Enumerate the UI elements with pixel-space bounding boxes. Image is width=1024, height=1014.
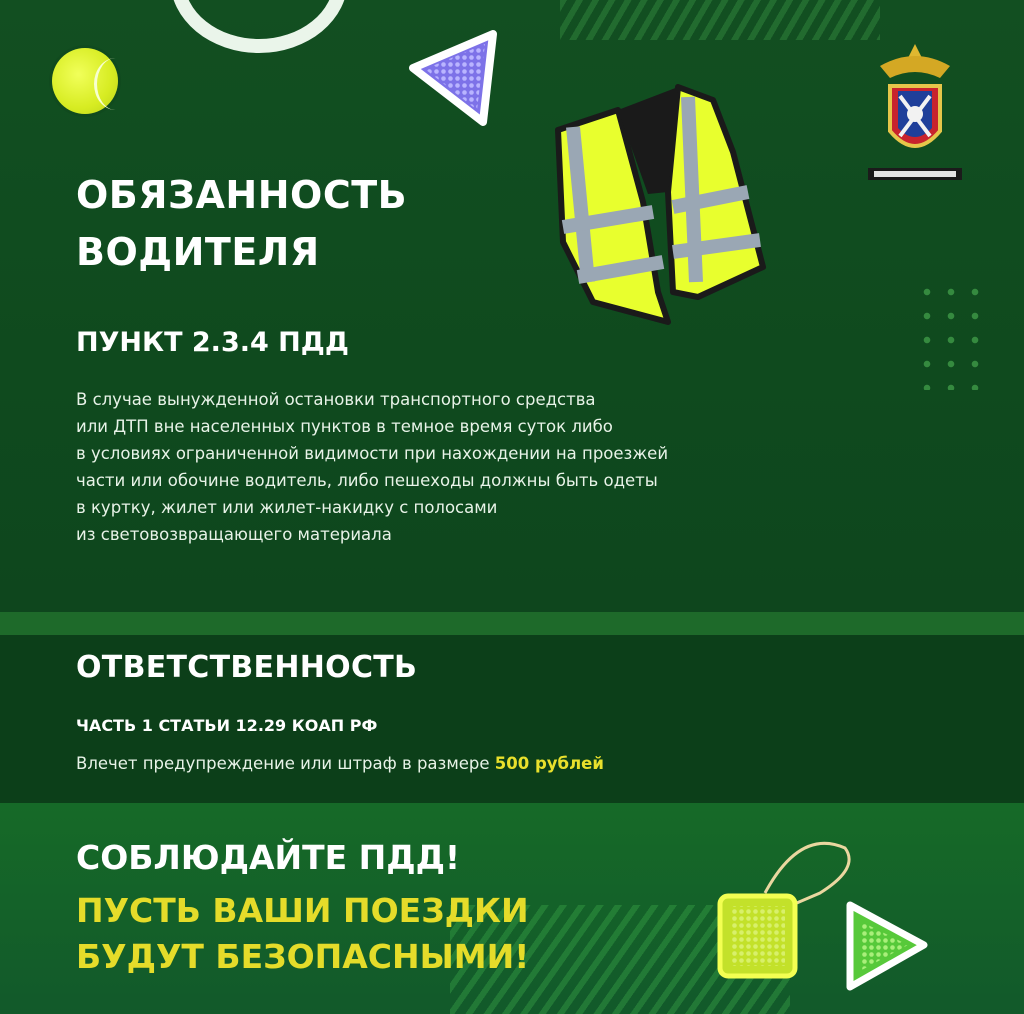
responsibility-heading: ОТВЕТСТВЕННОСТЬ <box>76 650 418 685</box>
cta-heading: СОБЛЮДАЙТЕ ПДД! <box>76 838 461 877</box>
cta-wish <box>76 888 529 980</box>
police-emblem-icon <box>860 36 970 196</box>
title-line-1: ОБЯЗАННОСТЬ <box>76 173 408 217</box>
article-reference: ЧАСТЬ 1 СТАТЬИ 12.29 КОАП РФ <box>76 716 378 735</box>
rule-text-line: из световозвращающего материала <box>76 525 392 544</box>
cta-wish-line-1: ПУСТЬ ВАШИ ПОЕЗДКИ <box>76 891 529 930</box>
decor-dot-grid <box>915 280 985 390</box>
rule-text-line: или ДТП вне населенных пунктов в темное время суток либо <box>76 417 613 436</box>
tennis-ball-icon <box>52 48 118 114</box>
rule-heading: ПУНКТ 2.3.4 ПДД <box>76 327 349 358</box>
decor-stripes-top <box>560 0 880 40</box>
reflector-triangle-icon <box>405 26 505 130</box>
rule-text-line: В случае вынужденной остановки транспортного средства <box>76 390 596 409</box>
title-line-2: ВОДИТЕЛЯ <box>76 230 320 274</box>
cta-wish-line-2: БУДУТ БЕЗОПАСНЫМИ! <box>76 937 530 976</box>
rule-text-line: в условиях ограниченной видимости при нахождении на проезжей <box>76 444 669 463</box>
fine-text <box>76 754 604 773</box>
rule-text <box>76 386 976 548</box>
reflector-triangle-green-icon <box>840 895 932 995</box>
page-title <box>76 167 596 281</box>
rule-text-line: части или обочине водитель, либо пешеходы должны быть одеты <box>76 471 658 490</box>
fine-amount: 500 рублей <box>494 754 604 773</box>
rule-text-line: в куртку, жилет или жилет-накидку с полосами <box>76 498 498 517</box>
fine-description: Влечет предупреждение или штраф в размере <box>76 754 495 773</box>
section-divider <box>0 612 1024 635</box>
